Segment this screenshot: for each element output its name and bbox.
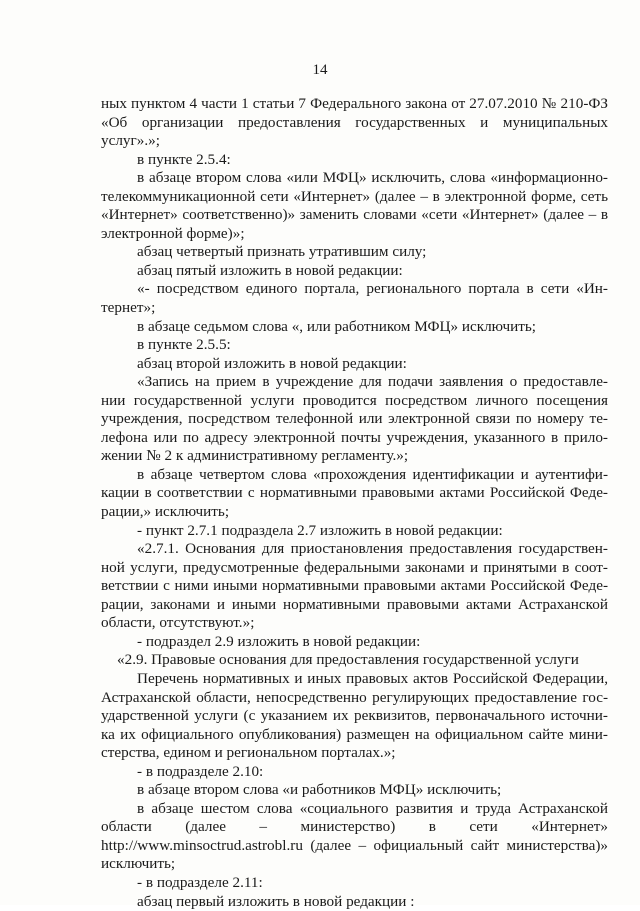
text-line: «Запись на прием в учреждение для подачи заявления о предоставле- <box>137 373 608 391</box>
text-line: жении № 2 к административному регламенту.»; <box>101 447 409 465</box>
text-line: ка их официального опубликования) размещен на официальном сайте мини- <box>101 725 608 743</box>
text-line: в пункте 2.5.4: <box>137 150 231 168</box>
text-line: «- посредством единого портала, регионального портала в сети «Ин- <box>137 280 608 298</box>
text-line: ных пунктом 4 части 1 статьи 7 Федерального закона от 27.07.2010 № 210-ФЗ <box>101 95 608 112</box>
document-body <box>101 95 608 911</box>
text-line: абзац второй изложить в новой редакции: <box>137 354 407 372</box>
text-line: лефона или по адресу электронной почты учреждения, указанного в прило- <box>101 428 608 446</box>
text-line: ветствии с ними иными нормативными правовыми актами Российской Феде- <box>101 577 608 595</box>
text-line: «2.7.1. Основания для приостановления предоставления государствен- <box>137 540 608 558</box>
text-line: Перечень нормативных и иных правовых актов Российской Федерации, <box>137 669 608 687</box>
text-line: ударственной услуги (с указанием их реквизитов, первоначального источни- <box>101 707 608 725</box>
text-line: - в подразделе 2.11: <box>137 873 263 891</box>
text-line: нии государственной услуги проводится посредством личного посещения <box>101 391 608 409</box>
text-line: http://www.minsoctrud.astrobl.ru (далее – официальный сайт министерства)» <box>101 836 608 854</box>
text-line: в абзаце втором слова «или МФЦ» исключить, слова «информационно- <box>137 169 608 187</box>
text-line: рации, законами и иными нормативными правовыми актами Астраханской <box>101 595 608 613</box>
text-line: абзац четвертый признать утратившим силу; <box>137 243 427 261</box>
text-line: в пункте 2.5.5: <box>137 336 231 354</box>
text-line: области, отсутствуют.»; <box>101 614 255 632</box>
text-line: исключить; <box>101 855 176 873</box>
text-line: в абзаце втором слова «и работников МФЦ» исключить; <box>137 781 502 799</box>
page-number: 14 <box>312 62 328 78</box>
text-line: в абзаце четвертом слова «прохождения идентификации и аутентифи- <box>137 465 608 483</box>
text-line: - в подразделе 2.10: <box>137 762 264 780</box>
text-line: в абзаце седьмом слова «, или работником МФЦ» исключить; <box>137 317 536 335</box>
text-line: области (далее – министерство) в сети «Интернет» <box>101 818 608 836</box>
text-line: - пункт 2.7.1 подраздела 2.7 изложить в новой редакции: <box>137 521 503 539</box>
text-line: «2.9. Правовые основания для предоставления государственной услуги <box>117 651 579 669</box>
text-line: абзац пятый изложить в новой редакции: <box>137 261 403 279</box>
text-line: тернет»; <box>101 299 156 317</box>
text-line: кации в соответствии с нормативными правовыми актами Российской Феде- <box>101 484 608 502</box>
text-line: ной услуги, предусмотренные федеральными законами и принятыми в соот- <box>101 558 608 576</box>
text-line: телекоммуникационной сети «Интернет» (далее – в электронной форме, сеть <box>101 187 608 205</box>
text-line: - подраздел 2.9 изложить в новой редакции: <box>137 632 421 650</box>
text-line: в абзаце шестом слова «социального развития и труда Астраханской <box>137 799 608 817</box>
text-line: стерства, едином и региональном порталах.»; <box>101 744 396 762</box>
text-line: услуг».»; <box>101 132 160 150</box>
text-line: абзац первый изложить в новой редакции : <box>137 892 415 910</box>
text-line: «Интернет» соответственно)» заменить словами «сети «Интернет» (далее – в <box>101 206 608 224</box>
text-line: электронной форме)»; <box>101 224 245 242</box>
text-line: «Об организации предоставления государственных и муниципальных <box>101 113 608 131</box>
text-line: рации,» исключить; <box>101 503 230 521</box>
text-line: Астраханской области, непосредственно регулирующих предоставление гос- <box>101 688 608 706</box>
text-line: учреждения, посредством телефонной или электронной связи по номеру те- <box>101 410 608 428</box>
